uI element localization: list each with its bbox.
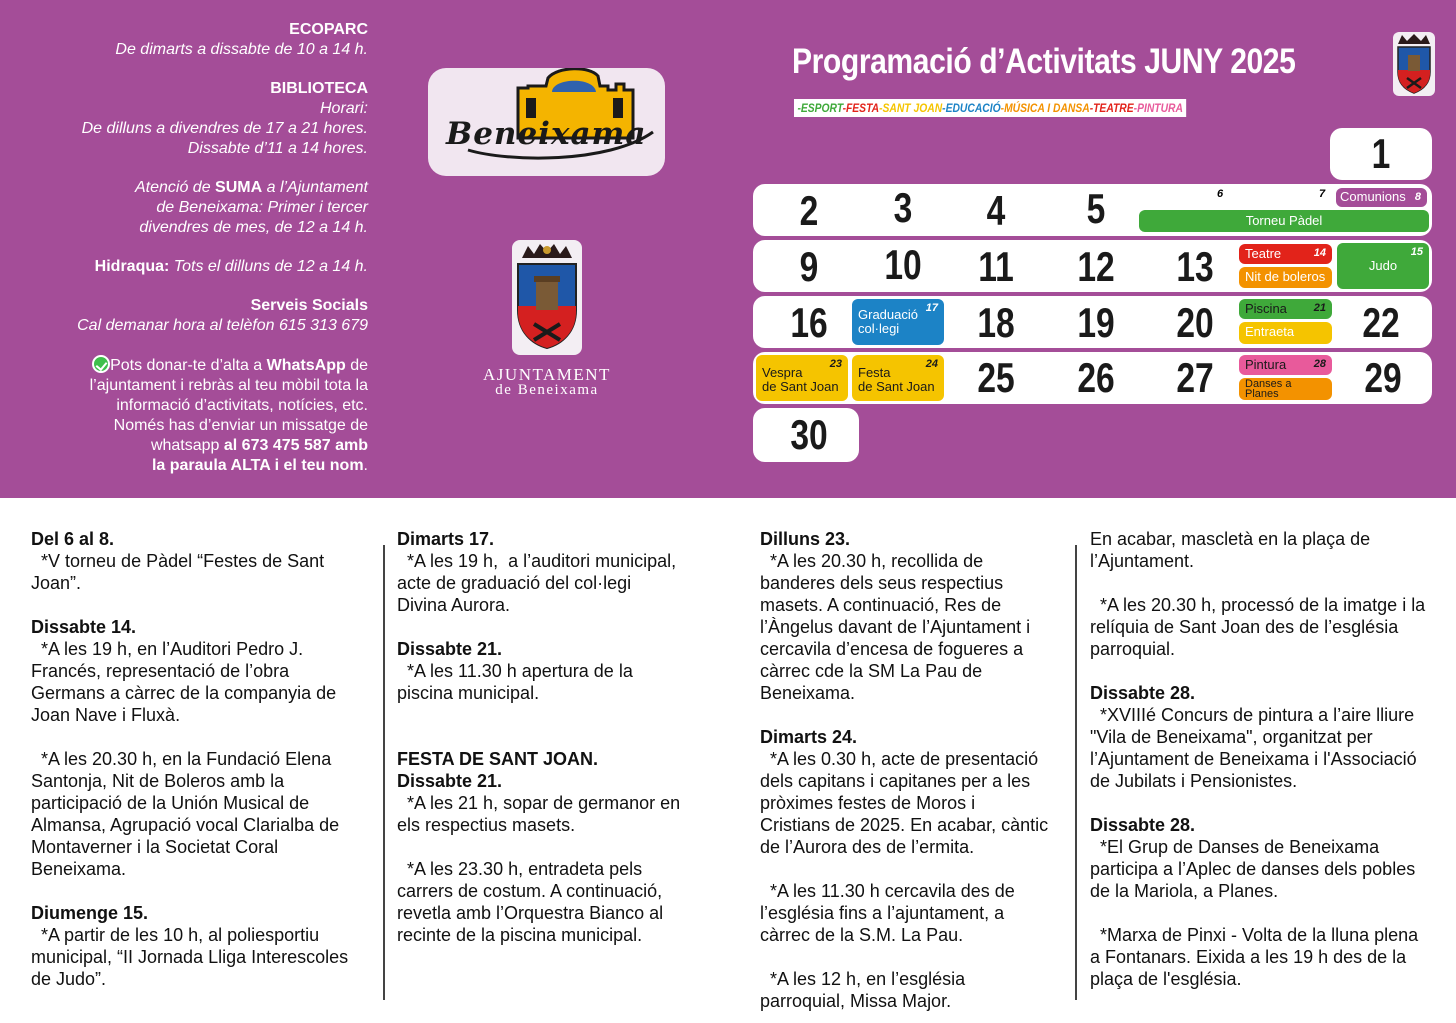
wa-line3: informació d’activitats, notícies, etc.	[116, 397, 368, 414]
c1-text: participació de la Unión Musical de	[31, 793, 310, 813]
suma-line3: divendres de mes, de 12 a 14 h.	[139, 219, 368, 236]
c1-text: *A partir de les 10 h, al poliesportiu	[31, 925, 320, 945]
beneixama-logo	[428, 68, 665, 176]
day-19: 19	[1077, 299, 1115, 346]
hidraqua-bold: Hidraqua:	[94, 258, 170, 275]
event-teatre	[1239, 244, 1332, 264]
c1-text: Santonja, Nit de Boleros amb la	[31, 771, 285, 791]
day-29: 29	[1364, 354, 1402, 401]
wa-line6-post: .	[363, 457, 368, 474]
c2-text: carrers de costum. A continuació,	[397, 881, 663, 901]
c3-text: l’Àngelus davant de l’Ajuntament i	[760, 617, 1031, 637]
calendar-week-5	[753, 408, 859, 462]
c3-text: càrrec de la S.M. La Pau.	[760, 925, 964, 945]
c4-text: a Fontanars. Eixida a les 19 h des de la	[1090, 947, 1407, 967]
c1-heading-2: Dissabte 14.	[31, 617, 137, 637]
c2-heading-2: Dissabte 21.	[397, 639, 503, 659]
day-10: 10	[884, 241, 922, 288]
c4-text: l’Ajuntament.	[1090, 551, 1195, 571]
event-vespra-line1: Vespra	[762, 365, 803, 380]
column-divider	[383, 545, 385, 1000]
cat-pintura: -PINTURA	[1133, 101, 1183, 115]
day-6-label: 6	[1217, 188, 1224, 200]
suma-line2: de Beneixama: Primer i tercer	[156, 199, 368, 216]
event-comunions-label: Comunions	[1340, 189, 1406, 204]
ajuntament-line1: AJUNTAMENT	[483, 365, 611, 384]
day-2: 2	[799, 187, 819, 234]
ecoparc-hours: De dimarts a dissabte de 10 a 14 h.	[115, 41, 368, 58]
logo-text: Beneixama	[446, 116, 647, 152]
c2-text: revetla amb l’Orquestra Bianco al	[397, 903, 664, 923]
info-column	[20, 20, 368, 476]
event-judo-label: Judo	[1368, 258, 1398, 273]
c3-text: masets. A continuació, Res de	[760, 595, 1002, 615]
wa-line1-pre: Pots donar-te d’alta a	[110, 357, 267, 374]
c4-text: *XVIIIé Concurs de pintura a l’aire lliure	[1090, 705, 1415, 725]
program-column-4	[1090, 528, 1452, 990]
calendar-week-3	[753, 296, 1432, 348]
event-teatre-label: Teatre	[1245, 246, 1282, 261]
c1-heading-1: Del 6 al 8.	[31, 529, 115, 549]
page-title: Programació d’Activitats JUNY 2025	[792, 42, 1296, 81]
program-column-1	[31, 528, 376, 990]
day-30: 30	[790, 411, 828, 458]
event-graduacio-line1: Graduació	[858, 307, 918, 322]
event-graduacio-line2: col·legi	[858, 321, 900, 336]
biblioteca-line1: De dilluns a divendres de 17 a 21 hores.	[81, 120, 368, 137]
c1-text: Germans a càrrec de la companyia de	[31, 683, 337, 703]
day-11: 11	[978, 243, 1014, 290]
day-12: 12	[1077, 243, 1115, 290]
cat-esport: -ESPORT	[797, 101, 843, 115]
small-coat-of-arms-icon	[1393, 32, 1435, 96]
c4-text: *A les 20.30 h, processó de la imatge i la	[1090, 595, 1426, 615]
c3-text: cercavila d’encesa de fogueres a	[760, 639, 1024, 659]
day-18: 18	[977, 299, 1015, 346]
event-vespra-sant-joan	[756, 355, 848, 401]
wa-line1-bold: WhatsApp	[266, 357, 346, 374]
c2-text: Divina Aurora.	[397, 595, 511, 615]
c1-text: de Judo”.	[31, 969, 107, 989]
c3-text: pròximes festes de Moros i	[760, 793, 976, 813]
c1-text: *A les 19 h, en l’Auditori Pedro J.	[31, 639, 304, 659]
c2-text: piscina municipal.	[397, 683, 540, 703]
c1-text: Almansa, Agrupació vocal Clarialba de	[31, 815, 340, 835]
header-band	[0, 0, 1456, 498]
event-vespra-line2: de Sant Joan	[762, 379, 839, 394]
c2-text: *A les 11.30 h apertura de la	[397, 661, 633, 681]
calendar-week-0	[1330, 128, 1432, 180]
event-danses-line1: Danses a	[1245, 378, 1292, 390]
day-22: 22	[1362, 299, 1400, 346]
event-danses-line2: Planes	[1245, 388, 1279, 400]
ajuntament-label	[460, 366, 634, 398]
c3-text: banderes dels seus respectius	[760, 573, 1004, 593]
c1-text: Francés, representació de l’obra	[31, 661, 290, 681]
event-comunions-num: 8	[1414, 191, 1421, 203]
calendar-week-2	[753, 240, 1432, 292]
c2-heading-3: FESTA DE SANT JOAN.	[397, 749, 599, 769]
suma-bold: SUMA	[215, 179, 263, 196]
c4-text: l’Ajuntament de Beneixama i l'Associació	[1090, 749, 1417, 769]
event-festa-sant-joan	[852, 355, 944, 401]
event-pintura-label: Pintura	[1245, 357, 1287, 372]
day-5: 5	[1086, 185, 1106, 232]
c4-text: relíquia de Sant Joan des de l’església	[1090, 617, 1399, 637]
c3-text: l’església fins a l’ajuntament, a	[760, 903, 1005, 923]
c2-text: acte de graduació del col·legi	[397, 573, 632, 593]
c2-text: *A les 21 h, sopar de germanor en	[397, 793, 681, 813]
event-festa-line1: Festa	[858, 365, 891, 380]
c1-text: municipal, “II Jornada Lliga Interescoles	[31, 947, 349, 967]
c3-heading-1: Dilluns 23.	[760, 529, 851, 549]
event-piscina-num: 21	[1313, 302, 1326, 314]
event-graduacio	[852, 299, 944, 345]
event-pintura	[1239, 355, 1332, 375]
c2-heading-4: Dissabte 21.	[397, 771, 503, 791]
day-3: 3	[893, 184, 913, 231]
calendar-week-4	[753, 352, 1432, 404]
day-16: 16	[790, 299, 828, 346]
column-divider	[1075, 545, 1077, 1000]
serveis-title: Serveis Socials	[250, 297, 368, 314]
c4-text: "Vila de Beneixama", organitzat per	[1090, 727, 1373, 747]
calendar-week-1	[753, 184, 1432, 236]
event-piscina-label: Piscina	[1245, 301, 1287, 316]
day-7-label: 7	[1319, 188, 1326, 200]
c3-text: Beneixama.	[760, 683, 856, 703]
event-festa-num: 24	[925, 358, 938, 370]
event-judo-num: 15	[1410, 246, 1423, 258]
c4-text: de Jubilats i Pensionistes.	[1090, 771, 1298, 791]
event-nit-boleros	[1239, 267, 1332, 288]
cat-santjoan: -SANT JOAN	[879, 101, 943, 115]
whatsapp-icon	[92, 355, 110, 373]
wa-line5-pre: whatsapp	[150, 437, 224, 454]
c2-text: *A les 23.30 h, entradeta pels	[397, 859, 643, 879]
c3-text: *A les 0.30 h, acte de presentació	[760, 749, 1039, 769]
hidraqua-block	[20, 257, 368, 277]
suma-post: a l’Ajuntament	[262, 179, 368, 196]
event-pintura-num: 28	[1313, 358, 1326, 370]
suma-pre: Atenció de	[134, 179, 216, 196]
wa-line2: l’ajuntament i rebràs al teu mòbil tota la	[89, 377, 368, 394]
c2-heading-1: Dimarts 17.	[397, 529, 495, 549]
c2-text: recinte de la piscina municipal.	[397, 925, 643, 945]
biblioteca-horari: Horari:	[319, 100, 368, 117]
cat-educacio: -EDUCACIÓ	[942, 101, 1001, 115]
ajuntament-line2: de Beneixama	[495, 382, 599, 398]
day-13: 13	[1176, 243, 1214, 290]
event-vespra-num: 23	[829, 358, 842, 370]
coat-of-arms-icon	[512, 240, 582, 355]
c4-text: participa a l’Aplec de danses dels pobles	[1090, 859, 1416, 879]
ecoparc-title: ECOPARC	[289, 21, 368, 38]
c2-text: els respectius masets.	[397, 815, 576, 835]
c1-text: *V torneu de Pàdel “Festes de Sant	[31, 551, 325, 571]
biblioteca-block	[20, 79, 368, 159]
event-torneu-padel	[1139, 210, 1429, 232]
c4-text: *Marxa de Pinxi - Volta de la lluna plena	[1090, 925, 1419, 945]
event-comunions	[1336, 188, 1427, 207]
c1-text: *A les 20.30 h, en la Fundació Elena	[31, 749, 332, 769]
c4-heading-2: Dissabte 28.	[1090, 815, 1196, 835]
c4-text: En acabar, mascletà en la plaça de	[1090, 529, 1371, 549]
c3-heading-2: Dimarts 24.	[760, 727, 858, 747]
c3-text: càrrec cde la SM La Pau de	[760, 661, 983, 681]
serveis-block	[20, 296, 368, 336]
cat-musica: -MÚSICA I DANSA	[1000, 101, 1090, 115]
wa-line5-bold: al 673 475 587 amb	[223, 437, 368, 454]
ecoparc-block	[20, 20, 368, 60]
category-legend	[794, 99, 1186, 117]
c3-text: *A les 11.30 h cercavila des de	[760, 881, 1015, 901]
event-teatre-num: 14	[1313, 247, 1326, 259]
event-entraeta	[1239, 322, 1332, 344]
c3-text: parroquial, Missa Major.	[760, 991, 952, 1011]
c2-text: *A les 19 h, a l’auditori municipal,	[397, 551, 677, 571]
event-festa-line2: de Sant Joan	[858, 379, 935, 394]
c1-heading-3: Diumenge 15.	[31, 903, 149, 923]
event-boleros-label: Nit de boleros	[1245, 269, 1326, 284]
day-20: 20	[1176, 299, 1214, 346]
c1-text: Joan Nave i Fluxà.	[31, 705, 181, 725]
day-26: 26	[1077, 354, 1115, 401]
event-piscina	[1239, 299, 1332, 319]
day-25: 25	[977, 354, 1015, 401]
c3-text: *A les 12 h, en l’església	[760, 969, 966, 989]
c3-text: Cristians de 2025. En acabar, càntic	[760, 815, 1049, 835]
c1-text: Joan”.	[31, 573, 82, 593]
suma-block	[20, 178, 368, 238]
cat-festa: -FESTA	[842, 101, 880, 115]
event-entraeta-label: Entraeta	[1245, 324, 1295, 339]
c1-text: Montaverner i la Societat Coral	[31, 837, 279, 857]
event-danses-planes	[1239, 378, 1332, 400]
event-graduacio-num: 17	[925, 302, 938, 314]
c1-text: Beneixama.	[31, 859, 127, 879]
serveis-text: Cal demanar hora al telèfon 615 313 679	[77, 317, 368, 334]
c4-text: de la Mariola, a Planes.	[1090, 881, 1279, 901]
program-column-2	[397, 528, 742, 946]
hidraqua-text: Tots el dilluns de 12 a 14 h.	[169, 258, 368, 275]
wa-line4: Només has d’enviar un missatge de	[113, 417, 368, 434]
event-judo	[1337, 243, 1429, 289]
whatsapp-block	[20, 355, 368, 476]
c4-text: parroquial.	[1090, 639, 1176, 659]
program-column-3	[760, 528, 1065, 1012]
c3-text: de l’Aurora des de l’ermita.	[760, 837, 975, 857]
biblioteca-title: BIBLIOTECA	[270, 80, 368, 97]
day-4: 4	[986, 187, 1006, 234]
c3-text: *A les 20.30 h, recollida de	[760, 551, 984, 571]
c4-text: *El Grup de Danses de Beneixama	[1090, 837, 1380, 857]
day-9: 9	[799, 243, 819, 290]
c3-text: dels capitans i capitanes per a les	[760, 771, 1031, 791]
c4-heading-1: Dissabte 28.	[1090, 683, 1196, 703]
day-27: 27	[1176, 354, 1214, 401]
cat-teatre: -TEATRE	[1089, 101, 1134, 115]
wa-line6-bold: la paraula ALTA i el teu nom	[151, 457, 364, 474]
biblioteca-line2: Dissabte d’11 a 14 hores.	[187, 140, 368, 157]
event-padel-label: Torneu Pàdel	[1245, 213, 1323, 228]
c4-text: plaça de l'església.	[1090, 969, 1242, 989]
day-1: 1	[1371, 130, 1391, 177]
wa-line1-post: de	[345, 357, 368, 374]
